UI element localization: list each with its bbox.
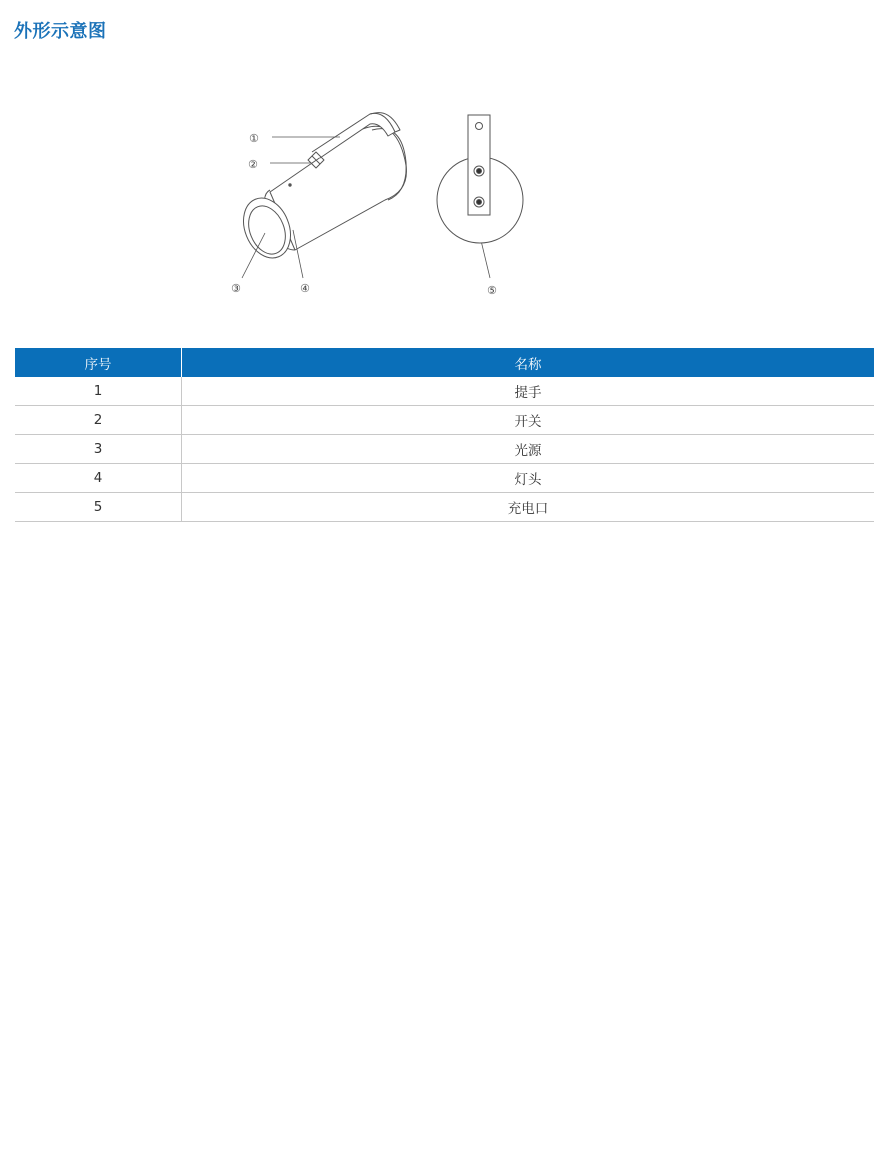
row-number: 5 <box>15 493 182 522</box>
callout-5: ⑤ <box>487 284 497 297</box>
table-row <box>15 377 874 406</box>
rear-view-drawing <box>437 115 523 243</box>
table-row <box>15 406 874 435</box>
row-name: 灯头 <box>182 464 875 493</box>
page-title: 外形示意图 <box>14 21 107 42</box>
row-number: 1 <box>15 377 182 406</box>
product-outline-figure <box>220 100 540 310</box>
table-row <box>15 464 874 493</box>
header-number: 序号 <box>15 348 182 377</box>
callout-1: ① <box>249 132 259 145</box>
header-name: 名称 <box>182 348 875 377</box>
row-number: 4 <box>15 464 182 493</box>
row-name: 开关 <box>182 406 875 435</box>
row-name: 提手 <box>182 377 875 406</box>
parts-table <box>15 348 874 522</box>
table-row <box>15 493 874 522</box>
callout-4: ④ <box>300 282 310 295</box>
table-header-row <box>15 348 874 377</box>
row-number: 3 <box>15 435 182 464</box>
callout-2: ② <box>248 158 258 171</box>
callout-3: ③ <box>231 282 241 295</box>
table-row <box>15 435 874 464</box>
row-number: 2 <box>15 406 182 435</box>
row-name: 充电口 <box>182 493 875 522</box>
row-name: 光源 <box>182 435 875 464</box>
